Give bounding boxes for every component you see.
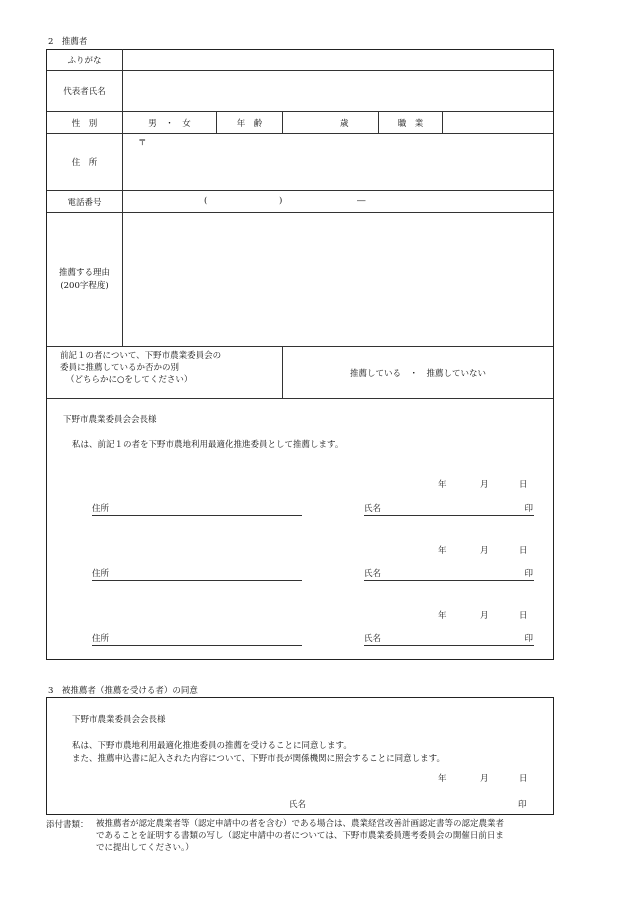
age-field[interactable] [283, 112, 378, 133]
signer3-address-field[interactable] [92, 634, 302, 646]
furigana-label: ふりがな [67, 56, 102, 66]
consent-day: 日 [519, 774, 528, 784]
reason-label-line2: (200字程度) [60, 280, 109, 291]
question-line2: 委員に推薦しているか否かの別 [60, 363, 180, 373]
address-field[interactable] [123, 134, 553, 190]
signer3-address-label: 住所 [92, 634, 110, 644]
phone-lparen: ( [204, 196, 208, 206]
gender-options[interactable]: 男 ・ 女 [148, 118, 191, 129]
signer1-year: 年 [438, 480, 447, 490]
signer2-month: 月 [480, 546, 489, 556]
gender-label: 性 別 [71, 118, 98, 129]
section3-addressee: 下野市農業委員会会長様 [72, 715, 166, 725]
address-label: 住 所 [71, 158, 98, 168]
signer1-day: 日 [519, 480, 528, 490]
postal-mark: 〒 [138, 138, 147, 148]
question-line1: 前記１の者について、下野市農業委員会の [60, 351, 222, 361]
furigana-field[interactable] [123, 50, 553, 70]
reason-label-line1: 推薦する理由 [58, 267, 110, 278]
consent-year: 年 [438, 774, 447, 784]
section3-statement2: また、推薦申込書に記入された内容について、下野市長が関係機関に照会することに同意します。 [72, 754, 445, 764]
phone-rparen: ) [279, 196, 283, 206]
signer2-address-field[interactable] [92, 569, 302, 581]
attachment-line3: でに提出してください。） [96, 843, 194, 853]
phone-label: 電話番号 [67, 197, 102, 208]
attachment-label: 添付書類： [46, 820, 89, 830]
signer2-year: 年 [438, 546, 447, 556]
age-unit: 歳 [340, 119, 349, 129]
signer3-month: 月 [480, 611, 489, 621]
signer3-year: 年 [438, 611, 447, 621]
attachment-line1: 被推薦者が認定農業者等（認定申請中の者を含む）である場合は、農業経営改善計画認定書等の認定農業者 [96, 819, 505, 829]
recommend-question [60, 350, 280, 386]
question-line3: （どちらかに○をしてください） [66, 375, 193, 385]
section2-heading: 2 推薦者 [48, 37, 88, 47]
consent-month: 月 [480, 774, 489, 784]
signer3-name-field[interactable] [364, 634, 534, 646]
signer1-name-label: 氏名 [364, 504, 382, 514]
attachment-line2: であることを証明する書類の写し（認定申請中の者については、下野市農業委員選考委員会の開催日前日ま [96, 831, 504, 841]
section3-statement1: 私は、下野市農地利用最適化推進委員の推薦を受けることに同意します。 [72, 741, 352, 751]
rep-name-label: 代表者氏名 [63, 87, 106, 97]
signer3-seal: 印 [524, 634, 533, 644]
phone-dash: ― [357, 196, 366, 206]
consent-seal: 印 [518, 800, 527, 810]
occupation-field[interactable] [443, 112, 553, 133]
signer2-name-label: 氏名 [364, 569, 382, 579]
consent-name-label: 氏名 [289, 800, 307, 810]
signer3-name-label: 氏名 [364, 634, 382, 644]
signer1-address-field[interactable] [92, 504, 302, 516]
signer1-month: 月 [480, 480, 489, 490]
signer2-address-label: 住所 [92, 569, 110, 579]
consent-name-field[interactable] [310, 794, 510, 808]
signer3-day: 日 [519, 611, 528, 621]
signer2-seal: 印 [524, 569, 533, 579]
signer1-name-field[interactable] [364, 504, 534, 516]
section2-statement: 私は、前記１の者を下野市農地利用最適化推進委員として推薦します。 [72, 440, 344, 450]
reason-field[interactable] [123, 213, 553, 346]
reason-label [47, 213, 122, 346]
attachment-text [96, 818, 566, 854]
phone-field[interactable] [123, 191, 553, 212]
signer2-name-field[interactable] [364, 569, 534, 581]
occupation-label: 職 業 [397, 118, 424, 129]
signer1-seal: 印 [524, 504, 533, 514]
signer2-day: 日 [519, 546, 528, 556]
recommend-answer[interactable]: 推薦している ・ 推薦していない [349, 368, 486, 379]
section3-heading: 3 被推薦者（推薦を受ける者）の同意 [48, 686, 198, 696]
rep-name-field[interactable] [123, 71, 553, 111]
signer1-address-label: 住所 [92, 504, 110, 514]
section2-addressee: 下野市農業委員会会長様 [63, 415, 157, 425]
age-label: 年 齢 [236, 118, 263, 129]
